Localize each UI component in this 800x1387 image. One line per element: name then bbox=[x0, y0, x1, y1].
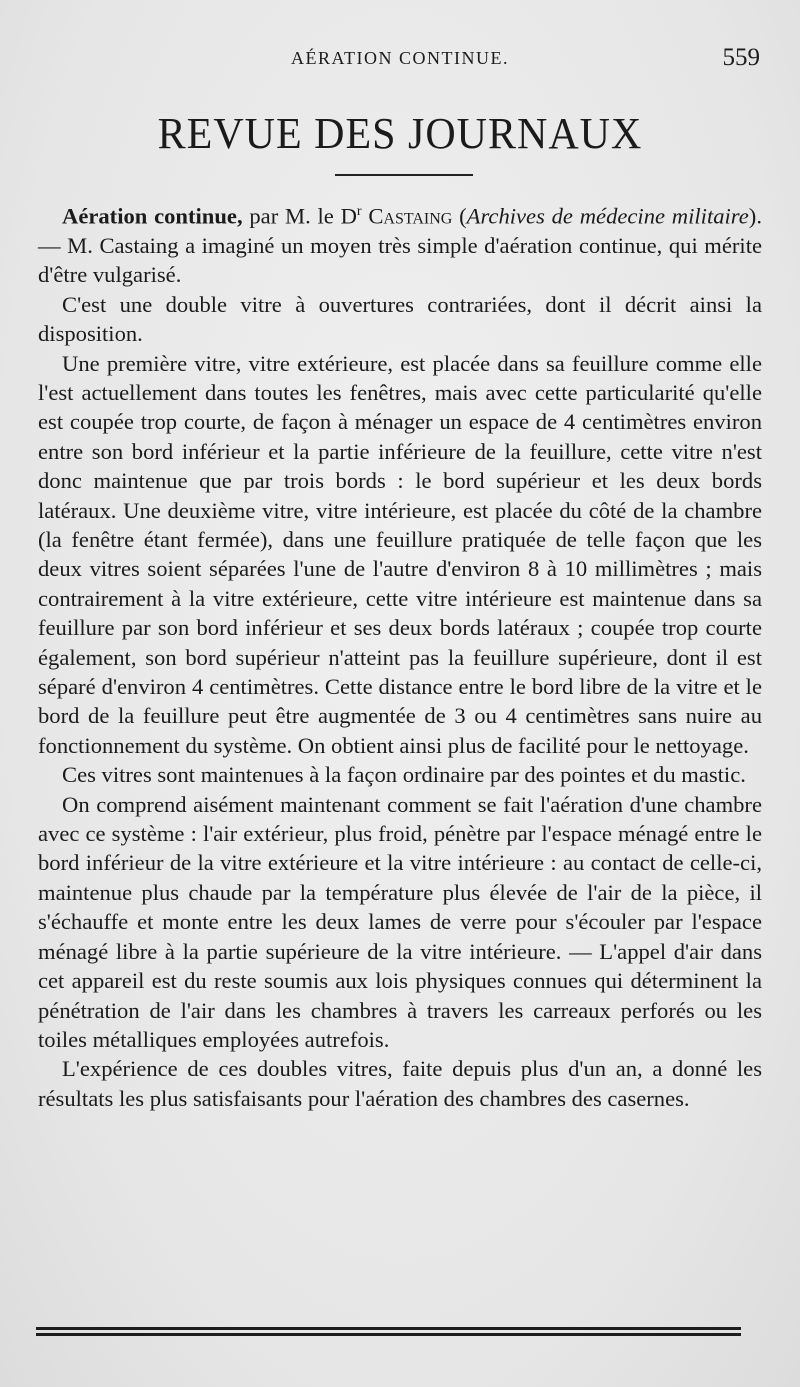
paragraph-4: Ces vitres sont maintenues à la façon ordinaire par des pointes et du mastic. bbox=[62, 762, 746, 788]
paragraph-1 bbox=[38, 197, 762, 290]
paragraph-2: C'est une double vitre à ouvertures contrariées, dont il décrit ainsi la disposition. bbox=[38, 291, 762, 347]
dr-superscript: r bbox=[356, 204, 362, 219]
article-title: Aération continue, bbox=[62, 203, 243, 229]
running-head bbox=[0, 42, 800, 76]
author-name: Castaing bbox=[361, 203, 453, 229]
source-journal: Archives de médecine militaire bbox=[466, 203, 749, 229]
paragraph-6: L'expérience de ces doubles vitres, faite depuis plus d'un an, a donné les résultats les plus satisfaisants pour l'aération des chambres des casernes. bbox=[38, 1056, 762, 1111]
article-body bbox=[38, 197, 762, 1113]
paragraph-5: On comprend aisément maintenant comment se fait l'aération d'une chambre avec ce système : l'air extérieur, plus froid, pénètre par l'espace ménagé entre le bord inférieur de la vitre extérieure et la vitre intérieure : au contact de celle-ci, maintenue plus chaude par la température plus élevée de l'air de la pièce, il s'échauffe et monte entre les deux lames de verre pour s'écouler par l'espace ménagé libre à la partie supérieure de la vitre intérieure. — L'appel d'air dans cet appareil est du reste soumis aux lois physiques connues qui déterminent la pénétration de l'air dans les chambres à travers les carreaux perforés ou les toiles métalliques employées autrefois. bbox=[38, 791, 762, 1052]
paragraph-1-text: ). — M. Castaing a imaginé un moyen très simple d'aération continue, qui mérite d'être vulgarisé. bbox=[38, 203, 762, 288]
page-number: 559 bbox=[722, 44, 760, 71]
title-rule bbox=[335, 174, 473, 176]
byline-prefix: par M. le D bbox=[242, 203, 357, 229]
paragraph-3: Une première vitre, vitre extérieure, est placée dans sa feuillure comme elle l'est actuellement dans toutes les fenêtres, mais avec cette particularité qu'elle est coupée trop courte, de façon à ménager un espace de 4 centimètres environ entre son bord inférieur et la partie inférieure de la feuillure, cette vitre n'est donc maintenue que par trois bords : le bord supérieur et les deux bords latéraux. Une deuxième vitre, vitre intérieure, est placée du côté de la chambre (la fenêtre étant fermée), dans une feuillure pratiquée de telle façon que les deux vitres soient séparées l'une de l'autre d'environ 8 à 10 millimètres ; mais contrairement à la vitre extérieure, cette vitre intérieure est maintenue dans sa feuillure par son bord inférieur et ses deux bords latéraux ; coupée trop courte également, son bord supérieur n'atteint pas la feuillure supérieure, dont il est séparé d'environ 4 centimètres. Cette distance entre le bord libre de la vitre et le bord de la feuillure peut être augmentée de 3 ou 4 centimètres sans nuire au fonctionnement du système. On obtient ainsi plus de facilité pour le nettoyage. bbox=[38, 350, 762, 758]
section-title: REVUE DES JOURNAUX bbox=[157, 109, 643, 159]
bottom-rule-lower bbox=[36, 1333, 741, 1336]
bottom-rule-upper bbox=[36, 1327, 741, 1330]
source-open: ( bbox=[452, 203, 467, 229]
running-title: AÉRATION CONTINUE. bbox=[291, 48, 509, 68]
